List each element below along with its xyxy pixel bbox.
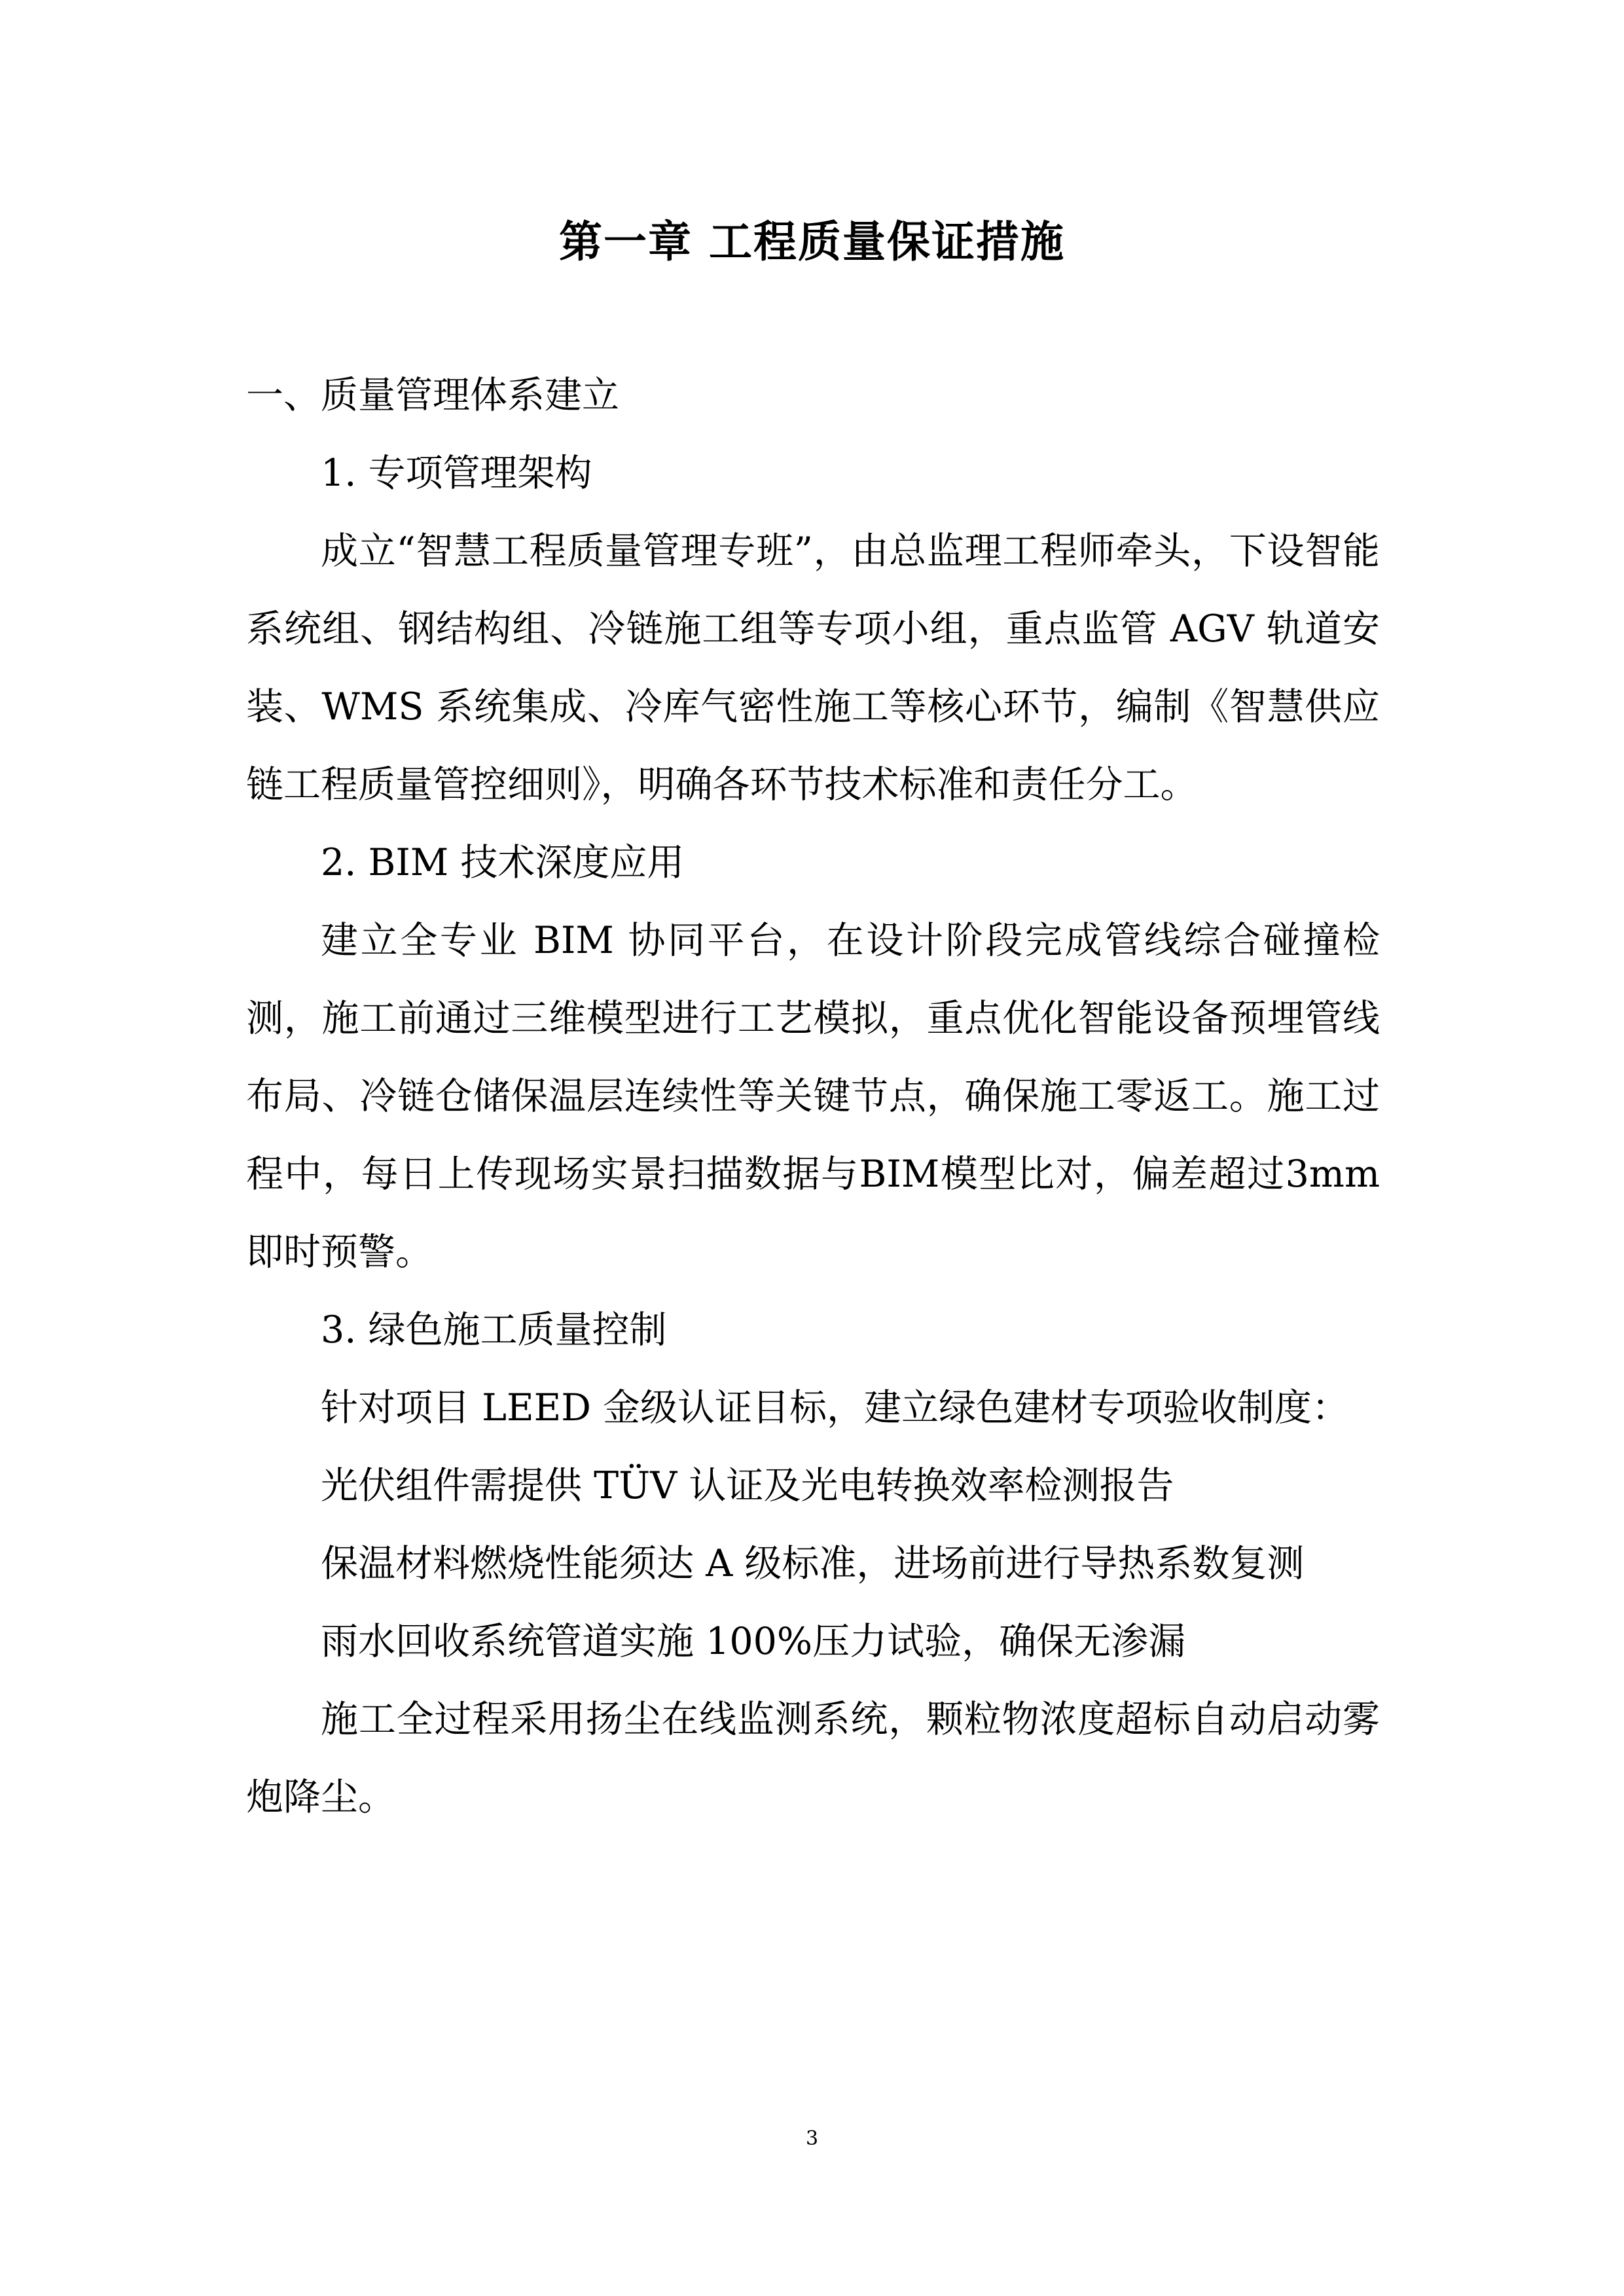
subsection-heading-3: 3. 绿色施工质量控制 <box>321 1308 667 1352</box>
page-number: 3 <box>805 2127 819 2150</box>
paragraph-dust-monitoring: 施工全过程采用扬尘在线监测系统，颗粒物浓度超标自动启动雾炮降尘。 <box>246 1698 1380 1819</box>
chapter-title: 第一章 工程质量保证措施 <box>559 217 1065 267</box>
subsection-heading-2: 2. BIM 技术深度应用 <box>321 841 685 884</box>
paragraph-green-intro: 针对项目 LEED 金级认证目标，建立绿色建材专项验收制度： <box>321 1386 1350 1429</box>
subsection-heading-1: 1. 专项管理架构 <box>321 452 592 495</box>
document-body <box>246 357 1380 1837</box>
list-item-pv-modules: 光伏组件需提供 TÜV 认证及光电转换效率检测报告 <box>321 1464 1174 1507</box>
section-heading: 一、质量管理体系建立 <box>246 374 619 417</box>
list-item-insulation: 保温材料燃烧性能须达 A 级标准，进场前进行导热系数复测 <box>321 1542 1305 1585</box>
paragraph-management-structure: 成立“智慧工程质量管理专班”，由总监理工程师牵头，下设智能系统组、钢结构组、冷链施工组等专项小组，重点监管 AGV 轨道安装、WMS 系统集成、冷库气密性施工等核心环节，编制《智慧供应链工程质量管控细则》，明确各环节技术标准和责任分工。 <box>246 529 1380 806</box>
paragraph-bim-application: 建立全专业 BIM 协同平台，在设计阶段完成管线综合碰撞检测，施工前通过三维模型进行工艺模拟，重点优化智能设备预埋管线布局、冷链仓储保温层连续性等关键节点，确保施工零返工。施工过程中，每日上传现场实景扫描数据与BIM模型比对，偏差超过3mm即时预警。 <box>246 919 1380 1274</box>
list-item-rainwater: 雨水回收系统管道实施 100%压力试验，确保无渗漏 <box>321 1620 1186 1663</box>
